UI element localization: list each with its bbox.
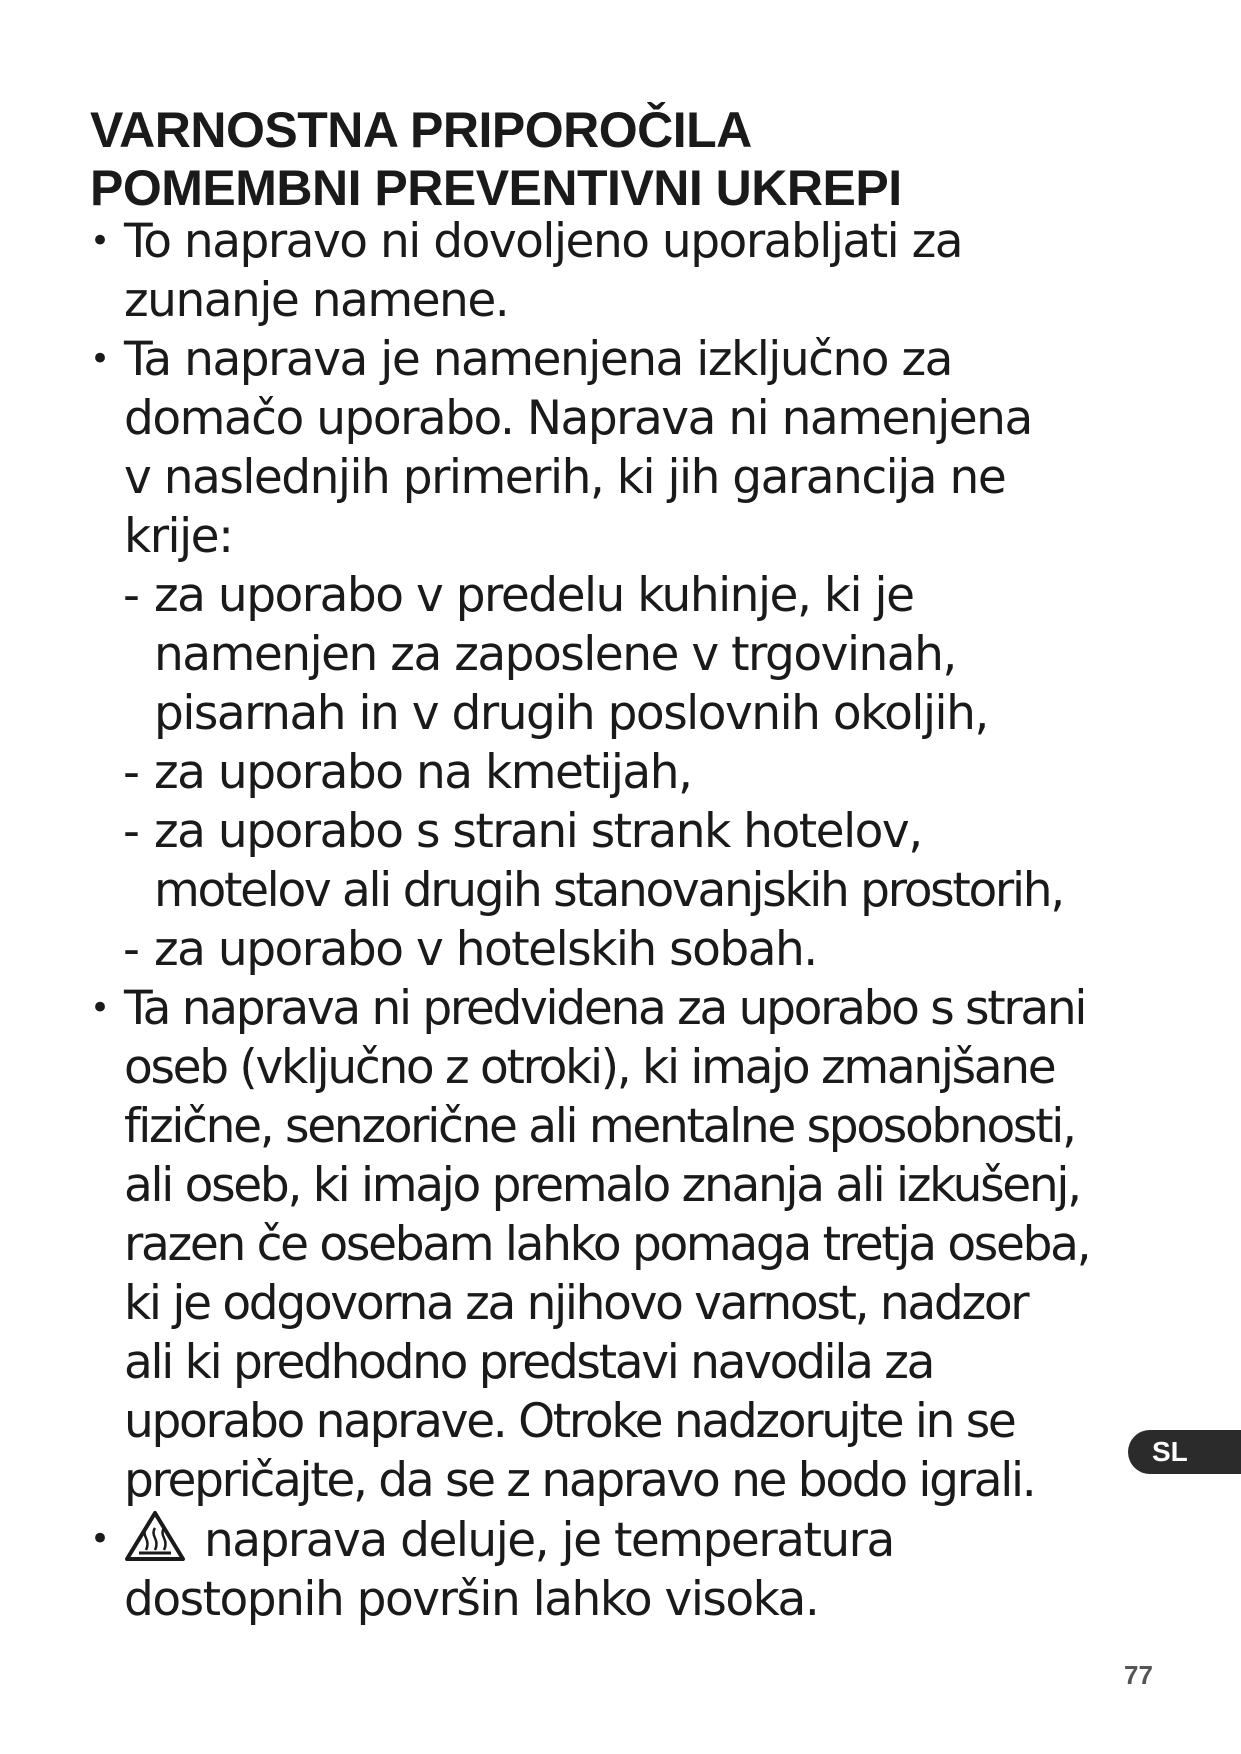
bullet-marker: • (90, 988, 108, 1028)
bullet-item-household-use (88, 330, 1168, 566)
dash-marker: - (123, 568, 139, 623)
language-tab: SL (1128, 1430, 1241, 1474)
sub-item-hotel-guests (88, 802, 1168, 920)
hot-surface-warning-icon (124, 1510, 186, 1562)
sub-item-line: za uporabo s strani strank hotelov, (154, 804, 922, 859)
bullet-item-reduced-capabilities (88, 979, 1168, 1510)
sub-item-line: pisarnah in v drugih poslovnih okoljih, (154, 686, 988, 741)
sub-item-kitchen (88, 566, 1168, 743)
safety-instructions (88, 212, 1168, 1629)
bullet-line: Ta naprava je namenjena izključno za (124, 332, 952, 387)
page-number: 77 (1124, 1660, 1153, 1690)
bullet-line: ali ki predhodno predstavi navodila za (124, 1335, 934, 1390)
dash-marker: - (123, 804, 139, 859)
sub-item-line: za uporabo v predelu kuhinje, ki je (154, 568, 914, 623)
sub-item-line: namenjen za zaposlene v trgovinah, (154, 627, 956, 682)
bullet-line: zunanje namene. (124, 273, 509, 328)
bullet-item-hot-surfaces (88, 1510, 1168, 1629)
sub-item-line: motelov ali drugih stanovanjskih prostorih, (154, 863, 1063, 918)
bullet-line: krije: (124, 509, 233, 564)
bullet-line: ali oseb, ki imajo premalo znanja ali izkušenj, (124, 1158, 1080, 1213)
bullet-line: dostopnih površin lahko visoka. (124, 1572, 819, 1627)
bullet-marker: • (90, 1519, 109, 1559)
bullet-line: ki je odgovorna za njihovo varnost, nadzor (124, 1276, 1028, 1331)
dash-marker: - (123, 745, 139, 800)
section-subtitle: POMEMBNI PREVENTIVNI UKREPI (90, 160, 902, 216)
bullet-line (124, 1510, 1168, 1570)
bullet-line: razen če osebam lahko pomaga tretja oseba, (124, 1217, 1090, 1272)
dash-marker: - (123, 922, 139, 977)
sub-item-line: za uporabo na kmetijah, (154, 745, 692, 800)
bullet-line: Ta naprava ni predvidena za uporabo s strani (124, 981, 1086, 1036)
sub-item-line: za uporabo v hotelskih sobah. (154, 922, 817, 977)
bullet-line: fizične, senzorične ali mentalne sposobnosti, (124, 1099, 1075, 1154)
bullet-text: naprava deluje, je temperatura (204, 1513, 894, 1568)
bullet-marker: • (90, 339, 109, 379)
section-title: VARNOSTNA PRIPOROČILA (90, 102, 752, 158)
bullet-marker: • (90, 221, 109, 261)
sub-item-farms (88, 743, 1168, 802)
bullet-line: prepričajte, da se z napravo ne bodo igrali. (124, 1453, 1035, 1508)
bullet-line: oseb (vključno z otroki), ki imajo zmanjšane (124, 1040, 1055, 1095)
bullet-line: domačo uporabo. Naprava ni namenjena (124, 391, 1032, 446)
sub-item-hotel-rooms (88, 920, 1168, 979)
bullet-item-outdoor-use (88, 212, 1168, 330)
bullet-line: To napravo ni dovoljeno uporabljati za (124, 214, 963, 269)
bullet-line: uporabo naprave. Otroke nadzorujte in se (124, 1394, 1015, 1449)
bullet-line: v naslednjih primerih, ki jih garancija ne (124, 450, 1006, 505)
